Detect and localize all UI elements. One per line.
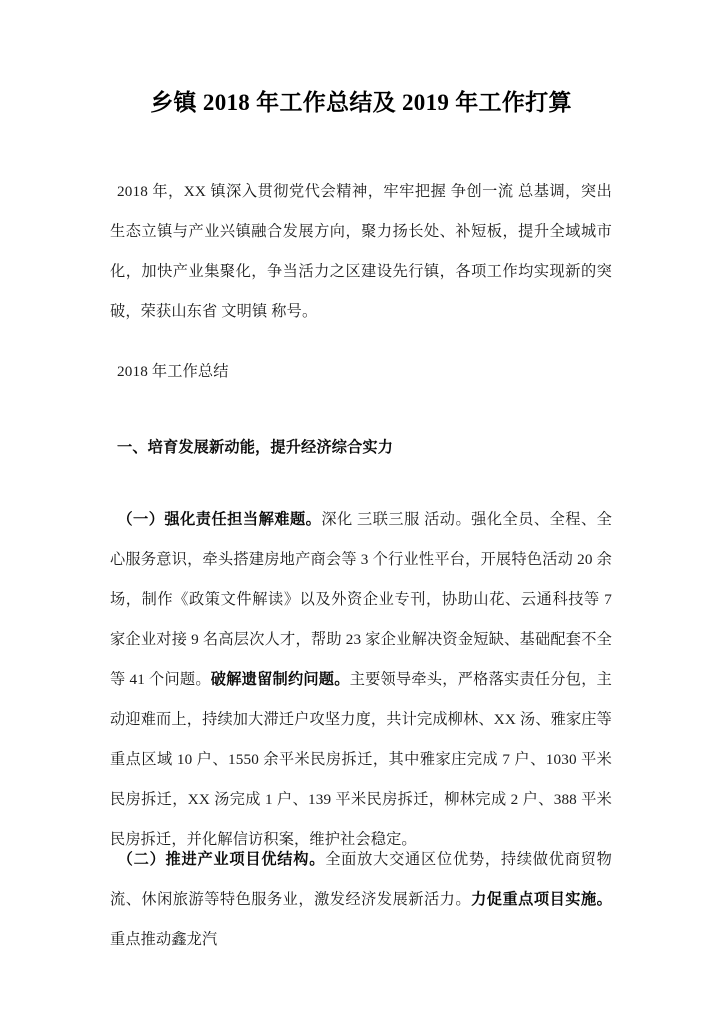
item-two-lead: （二）推进产业项目优结构。 <box>117 851 326 868</box>
item-two-body-b: 重点推动鑫龙汽 <box>110 931 218 948</box>
paragraph-intro-text: 2018 年，XX 镇深入贯彻党代会精神，牢牢把握 争创一流 总基调，突出生态立镇与产业兴镇融合发展方向，聚力扬长处、补短板，提升全域城市化，加快产业集聚化，争当活力之区建设先行镇，各项工作均实现新的突破，荣获山东省 文明镇 称号。 <box>110 183 612 320</box>
page-title: 乡镇 2018 年工作总结及 2019 年工作打算 <box>150 90 572 115</box>
section-heading-text: 2018 年工作总结 <box>117 363 229 380</box>
item-one-lead-b: 破解遗留制约问题。 <box>210 671 350 688</box>
item-one-body-b: 主要领导牵头，严格落实责任分包，主动迎难而上，持续加大滞迁户攻坚力度，共计完成柳林、XX 汤、雅家庄等重点区域 10 户、1550 余平米民房拆迁，其中雅家庄完成 7 户、1030 平米民房拆迁，XX 汤完成 1 户、139 平米民房拆迁，柳林完成 2 户、388 平米民房拆迁，并化解信访积案，维护社会稳定。 <box>110 671 612 848</box>
paragraph-intro <box>110 172 612 332</box>
item-one-lead: （一）强化责任担当解难题。 <box>117 511 322 528</box>
paragraph-item-two <box>110 840 612 960</box>
item-two-lead-b: 力促重点项目实施。 <box>471 891 613 908</box>
paragraph-item-one <box>110 500 612 860</box>
heading-one-text: 一、培育发展新动能，提升经济综合实力 <box>117 439 394 456</box>
heading-one <box>110 428 612 468</box>
item-two-body-a: 全面放大交通区位优势，持续做优商贸物流、休闲旅游等特色服务业，激发经济发展新活力。 <box>110 851 613 908</box>
section-heading-2018-summary <box>110 352 612 392</box>
item-one-body-a: 深化 三联三服 活动。强化全员、全程、全心服务意识，牵头搭建房地产商会等 3 个行业性平台，开展特色活动 20 余场，制作《政策文件解读》以及外资企业专刊，协助山花、云通科技等 7 家企业对接 9 名高层次人才，帮助 23 家企业解决资金短缺、基础配套不全等 41 个问题。 <box>110 511 612 688</box>
